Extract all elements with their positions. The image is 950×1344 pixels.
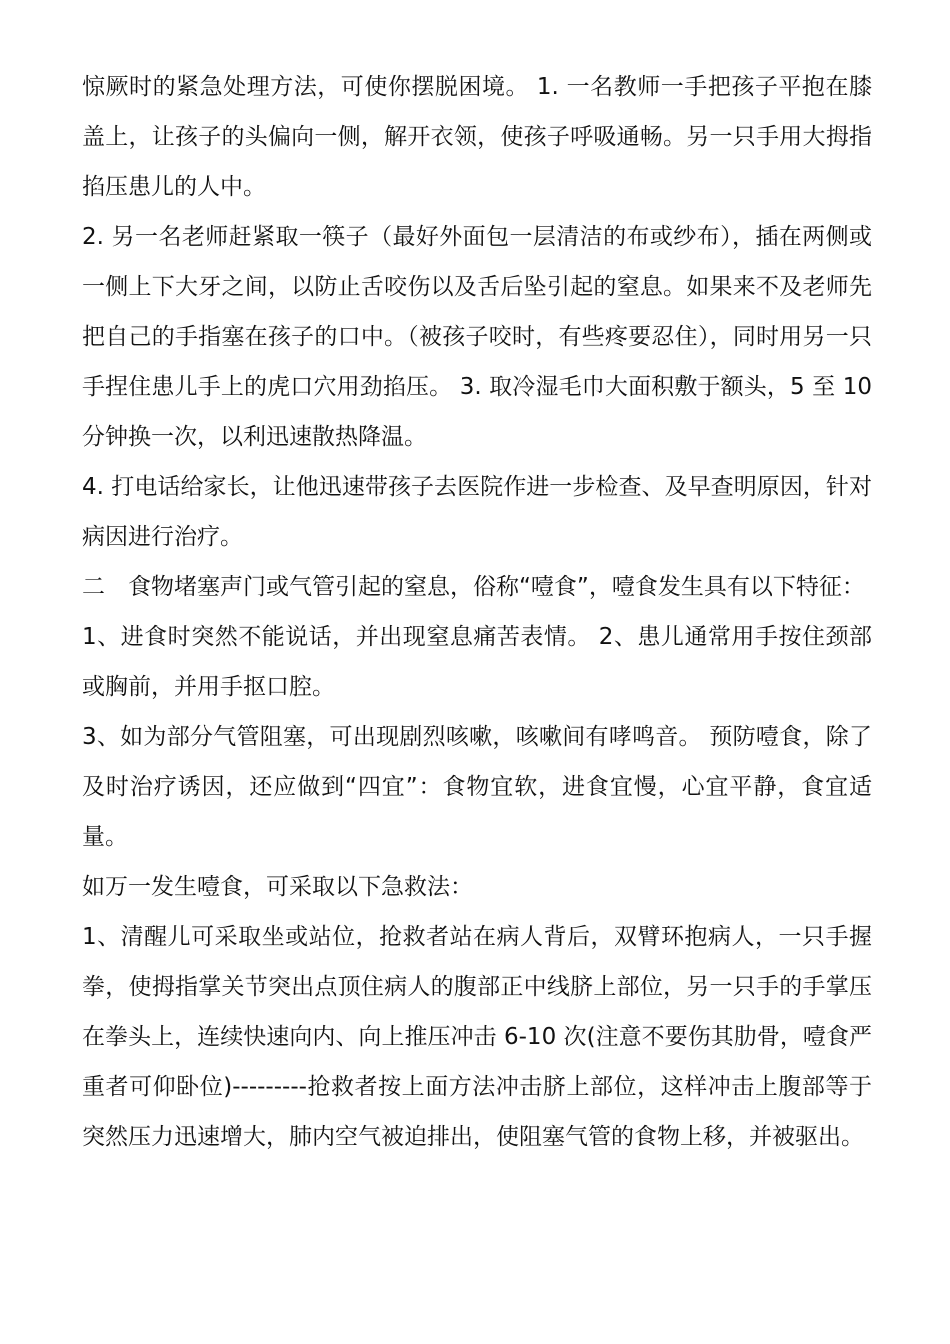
paragraph-chopsticks-step: 2. 另一名老师赶紧取一筷子（最好外面包一层清洁的布或纱布），插在两侧或一侧上下大牙之间，以防止舌咬伤以及舌后坠引起的窒息。如果来不及老师先把自己的手指塞在孩子的口中。（被孩子咬时，有些疼要忍住），同时用另一只手捏住患儿手上的虎口穴用劲掐压。 3. 取冷湿毛巾大面积敷于额头，5 至 10 分钟换一次，以利迅速散热降温。 <box>82 224 872 450</box>
paragraph-choking-prevention: 3、如为部分气管阻塞，可出现剧烈咳嗽，咳嗽间有哮鸣音。 预防噎食，除了及时治疗诱因，还应做到“四宜”：食物宜软，进食宜慢，心宜平静，食宜适量。 <box>82 724 872 850</box>
paragraph-choking-signs: 1、进食时突然不能说话，并出现窒息痛苦表情。 2、患儿通常用手按住颈部或胸前，并用手抠口腔。 <box>82 624 872 700</box>
section-heading-choking: 二 食物堵塞声门或气管引起的窒息，俗称“噎食”，噎食发生具有以下特征： <box>82 574 865 600</box>
paragraph-heimlich-method: 1、清醒儿可采取坐或站位，抢救者站在病人背后，双臂环抱病人，一只手握拳，使拇指掌关节突出点顶住病人的腹部正中线脐上部位，另一只手的手掌压在拳头上，连续快速向内、向上推压冲击 6-10 次(注意不要伤其肋骨，噎食严重者可仰卧位)---------抢救者按上面方法冲击脐上部位，这样冲击上腹部等于突然压力迅速增大，肺内空气被迫排出，使阻塞气管的食物上移，并被驱出。 <box>82 924 872 1150</box>
paragraph-emergency-intro: 如万一发生噎食，可采取以下急救法： <box>82 874 473 900</box>
document-page <box>82 62 872 1162</box>
paragraph-convulsion-first-aid: 惊厥时的紧急处理方法，可使你摆脱困境。 1. 一名教师一手把孩子平抱在膝盖上，让孩子的头偏向一侧，解开衣领，使孩子呼吸通畅。另一只手用大拇指掐压患儿的人中。 <box>82 74 872 200</box>
paragraph-call-parents: 4. 打电话给家长，让他迅速带孩子去医院作进一步检查、及早查明原因，针对病因进行治疗。 <box>82 474 872 550</box>
